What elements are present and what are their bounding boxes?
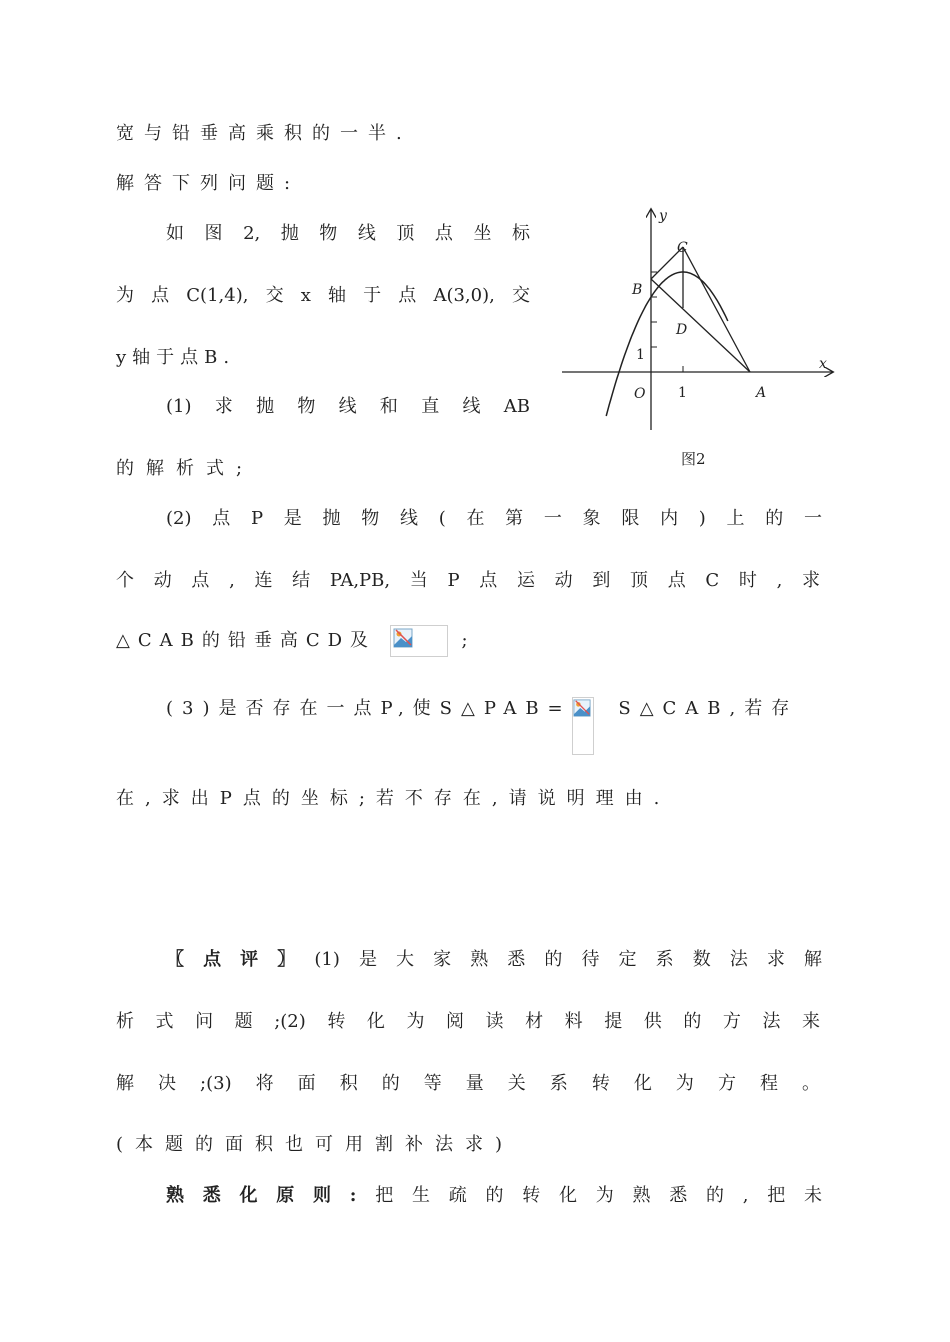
comment-heading: 〖点评〗	[166, 949, 315, 970]
segment-CA	[683, 247, 750, 372]
label-C: C	[677, 240, 688, 256]
text-line-9: 个动点,连结PA,PB,当P点运动到顶点C时,求	[116, 570, 820, 591]
text-line-17-part-b: 把生疏的转化为熟悉的,把未	[356, 1185, 822, 1206]
text-line-14: 析式问题;(2)转化为阅读材料提供的方法来	[116, 1011, 820, 1032]
label-O: O	[634, 386, 646, 402]
text-line-15: 解决;(3)将面积的等量关系转化为方程。	[116, 1073, 820, 1094]
broken-image-placeholder-fraction	[572, 697, 594, 755]
text-line-13-part-b: (1)是大家熟悉的待定系数法求解	[314, 949, 823, 970]
label-D: D	[676, 322, 688, 338]
segment-BA	[651, 279, 750, 372]
text-line-6: (1)求抛物线和直线AB	[166, 396, 530, 417]
label-one-y: 1	[636, 347, 645, 363]
text-line-2: 解答下列问题:	[116, 173, 301, 194]
text-line-16: (本题的面积也可用割补法求)	[116, 1134, 515, 1155]
text-line-5: y轴于点B.	[116, 347, 236, 368]
label-x: x	[819, 356, 827, 372]
text-line-3: 如图2,抛物线顶点坐标	[166, 223, 530, 244]
text-line-11-part-a: (3)是否存在一点P,使S△PAB=	[166, 698, 572, 719]
text-line-12: 在,求出P点的坐标;若不存在,请说明理由.	[116, 788, 671, 809]
text-line-1: 宽与铅垂高乘积的一半.	[116, 123, 412, 144]
figure-caption: 图2	[681, 450, 706, 468]
text-line-8: (2)点P是抛物线(在第一象限内)上的一	[166, 508, 822, 529]
label-B: B	[632, 282, 643, 298]
label-y: y	[659, 208, 667, 224]
text-line-10-part-b: ;	[461, 630, 476, 651]
text-line-4: 为点C(1,4),交x轴于点A(3,0),交	[116, 285, 530, 306]
label-A: A	[756, 385, 767, 401]
principle-heading: 熟悉化原则:	[166, 1185, 357, 1206]
text-line-17	[166, 1184, 822, 1208]
text-line-11-part-b: S△CAB,若存	[618, 698, 799, 719]
broken-image-placeholder	[390, 625, 448, 657]
text-line-10-part-a: △CAB的铅垂高CD及	[116, 630, 377, 651]
figure-2-parabola-diagram	[556, 200, 846, 440]
text-line-13	[166, 948, 822, 972]
broken-image-icon	[393, 628, 413, 648]
text-line-10	[116, 625, 476, 657]
broken-image-icon	[573, 698, 591, 718]
text-line-11	[166, 697, 798, 755]
text-line-7: 的解析式;	[116, 458, 255, 479]
label-one-x: 1	[678, 385, 687, 401]
